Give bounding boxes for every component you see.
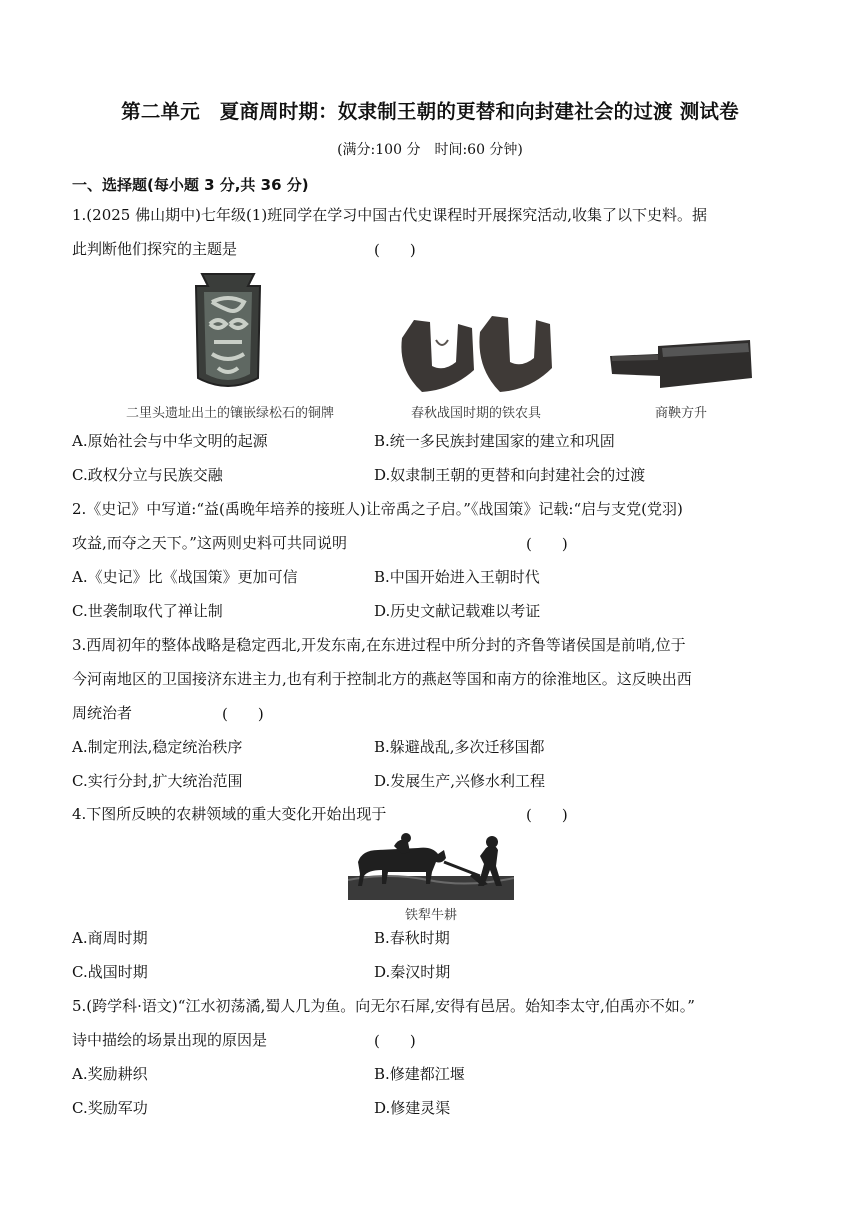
ox-plough-icon	[348, 832, 514, 900]
question-1-option-d[interactable]: D.奴隶制王朝的更替和向封建社会的过渡	[374, 466, 646, 484]
question-2-option-a[interactable]: A.《史记》比《战国策》更加可信	[72, 568, 298, 586]
question-3-option-b[interactable]: B.躲避战乱,多次迁移国都	[374, 738, 545, 756]
question-2-line-2: 攻益,而夺之天下。”这两则史料可共同说明	[72, 534, 347, 552]
question-5-answer-blank: ( )	[374, 1032, 416, 1050]
figure-caption: 商鞅方升	[654, 406, 707, 421]
iron-tools-icon	[396, 310, 556, 396]
question-4-option-a[interactable]: A.商周时期	[72, 929, 148, 947]
question-4-line-1: 4.下图所反映的农耕领域的重大变化开始出现于	[72, 805, 387, 823]
question-1-option-b[interactable]: B.统一多民族封建国家的建立和巩固	[374, 432, 615, 450]
question-4-answer-blank: ( )	[526, 806, 568, 824]
page-title: 第二单元 夏商周时期：奴隶制王朝的更替和向封建社会的过渡 测试卷	[121, 100, 739, 123]
question-2-answer-blank: ( )	[526, 535, 568, 553]
question-4-option-d[interactable]: D.秦汉时期	[374, 963, 451, 981]
question-2-option-d[interactable]: D.历史文献记载难以考证	[374, 602, 541, 620]
question-5-option-b[interactable]: B.修建都江堰	[374, 1065, 465, 1083]
question-3-option-d[interactable]: D.发展生产,兴修水利工程	[374, 772, 546, 790]
figure-caption: 二里头遗址出土的镶嵌绿松石的铜牌	[125, 406, 334, 421]
question-2-option-b[interactable]: B.中国开始进入王朝时代	[374, 568, 540, 586]
question-4-option-c[interactable]: C.战国时期	[72, 963, 148, 981]
question-3-line-3: 周统治者	[72, 704, 133, 722]
question-1-option-c[interactable]: C.政权分立与民族交融	[72, 466, 223, 484]
question-3-answer-blank: ( )	[222, 705, 264, 723]
question-2-option-c[interactable]: C.世袭制取代了禅让制	[72, 602, 223, 620]
question-3-line-2: 今河南地区的卫国接济东进主力,也有利于控制北方的燕赵等国和南方的徐淮地区。这反映出西	[72, 670, 692, 688]
exam-info: (满分:100 分 时间:60 分钟)	[337, 142, 523, 158]
question-5-line-2: 诗中描绘的场景出现的原因是	[72, 1031, 268, 1049]
question-5-option-a[interactable]: A.奖励耕织	[72, 1065, 148, 1083]
question-3-option-a[interactable]: A.制定刑法,稳定统治秩序	[72, 738, 243, 756]
question-5-option-c[interactable]: C.奖励军功	[72, 1099, 148, 1117]
question-2-line-1: 2.《史记》中写道:“益(禹晚年培养的接班人)让帝禹之子启。”《战国策》记载:“启与支党(党羽)	[72, 500, 683, 518]
question-3-option-c[interactable]: C.实行分封,扩大统治范围	[72, 772, 243, 790]
question-5-line-1: 5.(跨学科·语文)“江水初荡潏,蜀人几为鱼。向无尔石犀,安得有邑居。始知李太守,伯禹亦不如。”	[72, 997, 695, 1015]
question-3-line-1: 3.西周初年的整体战略是稳定西北,开发东南,在东进过程中所分封的齐鲁等诸侯国是前哨,位于	[72, 636, 686, 654]
question-5-option-d[interactable]: D.修建灵渠	[374, 1099, 451, 1117]
question-4-option-b[interactable]: B.春秋时期	[374, 929, 450, 947]
figure-caption: 春秋战国时期的铁农具	[410, 406, 541, 421]
question-1-answer-blank: ( )	[374, 241, 416, 259]
figure-caption: 铁犁牛耕	[404, 908, 457, 923]
bronze-plaque-icon	[188, 268, 268, 398]
section-heading: 一、选择题(每小题 3 分,共 36 分)	[72, 176, 309, 194]
question-1-option-a[interactable]: A.原始社会与中华文明的起源	[72, 432, 268, 450]
measuring-vessel-icon	[606, 330, 756, 396]
question-1-line-1: 1.(2025 佛山期中)七年级(1)班同学在学习中国古代史课程时开展探究活动,收集了以下史料。据	[72, 206, 707, 224]
question-1-line-2: 此判断他们探究的主题是	[72, 240, 238, 258]
